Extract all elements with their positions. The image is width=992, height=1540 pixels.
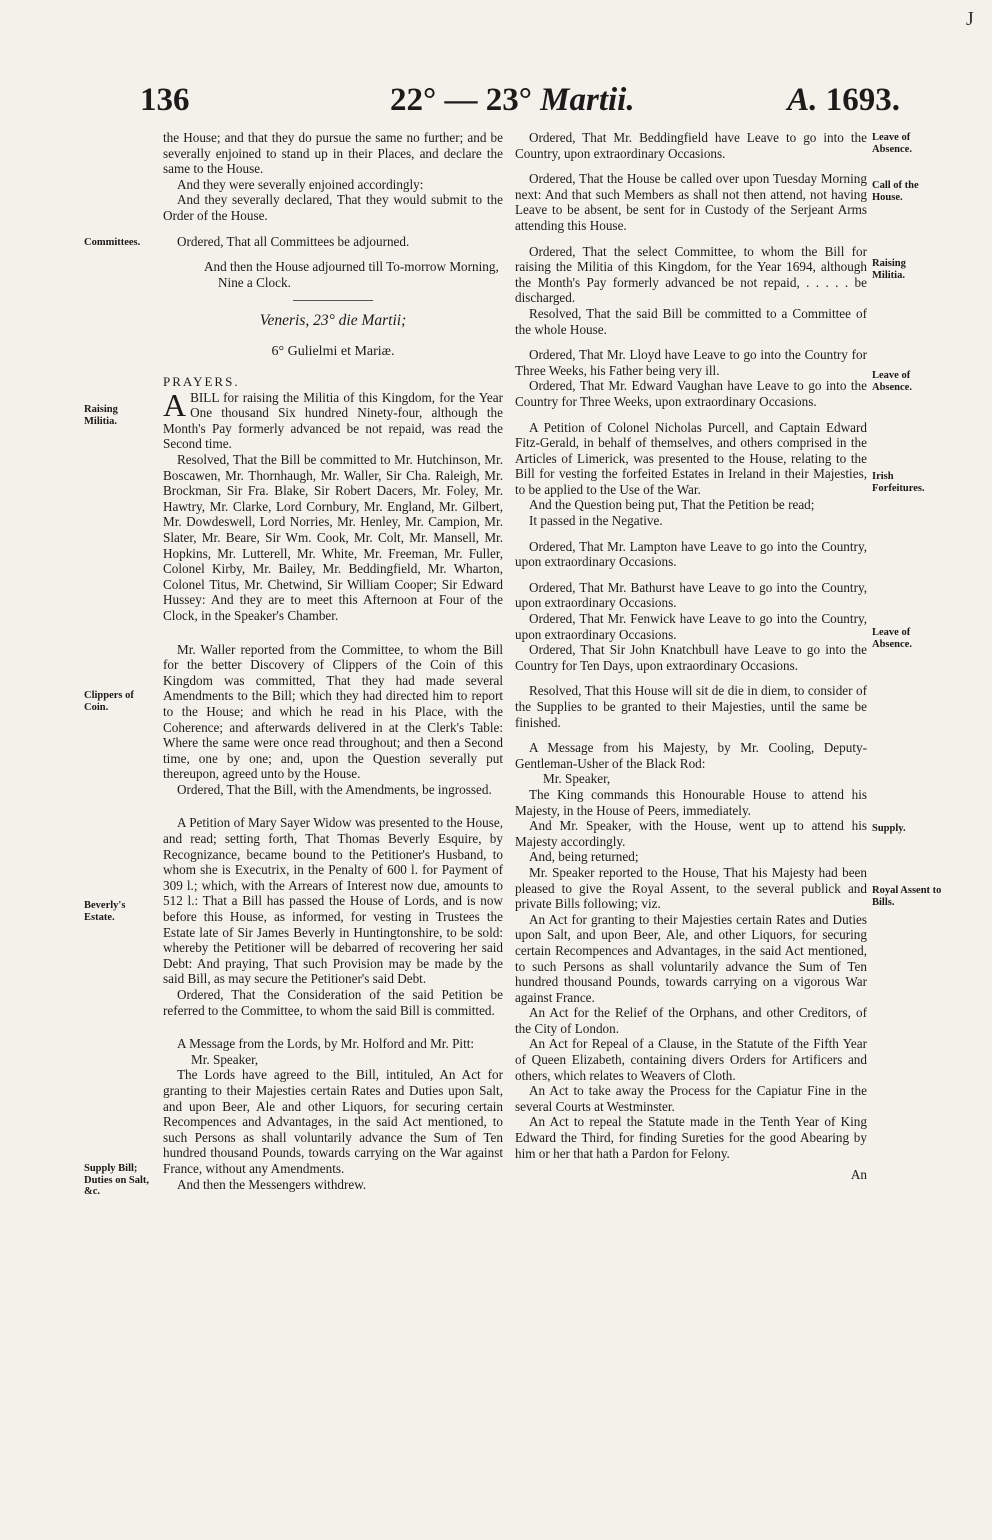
act-salt-duties: An Act for granting to their Majesties certain Rates and Duties upon Salt, and upon Beer, Ale, and other Liquors, for securing certain Recompences and Advantages, in the said Act mentioned, to such Persons as shall voluntarily advance the Sum of Ten hundred thousand Pounds, towards carrying on a vigorous War against France. xyxy=(515,911,867,1005)
corner-mark: J xyxy=(966,8,974,30)
margin-supply: Supply. xyxy=(872,823,906,834)
royal-speaker: Mr. Speaker, xyxy=(543,771,611,787)
margin-call-house: Call of the House. xyxy=(872,180,919,203)
drop-cap: A xyxy=(163,386,187,423)
lords-message: A Message from the Lords, by Mr. Holford and Mr. Pitt: xyxy=(177,1036,475,1052)
leave-knatchbull: Ordered, That Sir John Knatchbull have Leave to go into the Country for Ten Days, upon extraordinary Occasions. xyxy=(515,642,867,673)
speaker-reported: Mr. Speaker reported to the House, That his Majesty had been pleased to give the Royal Assent, to the several publick and private Bills following; viz. xyxy=(515,864,867,912)
leave-vaughan: Ordered, That Mr. Edward Vaughan have Leave to go into the Country for Three Weeks, upon extraordinary Occasions. xyxy=(515,378,867,409)
prayers-heading: PRAYERS. xyxy=(163,374,240,390)
right-column xyxy=(515,130,867,1390)
page-year xyxy=(787,82,900,119)
leave-beddingfield: Ordered, That Mr. Beddingfield have Leave to go into the Country, upon extraordinary Occasions. xyxy=(515,130,867,161)
date-range: 22° — 23° xyxy=(390,82,532,118)
margin-royal-assent: Royal Assent to Bills. xyxy=(872,885,942,908)
act-repeal-clause: An Act for Repeal of a Clause, in the Statute of the Fifth Year of Queen Elizabeth, containing divers Orders for Artificers and others, which relates to Weavers of Cloth. xyxy=(515,1036,867,1083)
day-subtitle: 6° Gulielmi et Mariæ. xyxy=(271,344,395,360)
left-p3: And they severally declared, That they would submit to the Order of the House. xyxy=(163,192,503,223)
beverly-petition: A Petition of Mary Sayer Widow was presented to the House, and read; setting forth, That Thomas Beverly Esquire, by Recognizance, became bound to the Petitioner's Husband, to whom she is Executrix, in the Penalty of 600 l. for Payment of 309 l.; which, with the Arrears of Interest now due, amounts to 512 l.: That a Bill has passed the House of Lords, and is now before this House, as informed, for vesting in Trustees the Estate late of Sir James Beverly in Huntingtonshire, to be sold: whereby the Petitioner will be debarred of recovering her said Debt: And praying, That such Provision may be made by the said Bill, as may secure the Petitioner's said Debt. xyxy=(163,815,503,987)
leave-lloyd: Ordered, That Mr. Lloyd have Leave to go into the Country for Three Weeks, his Father being very ill. xyxy=(515,347,867,378)
year-value: 1693. xyxy=(825,82,900,118)
page-date xyxy=(390,82,635,119)
call-of-house: Ordered, That the House be called over upon Tuesday Morning next: And that such Members as shall not then attend, not having Leave to be absent, be sent for in Custody of the Serjeant Arms attending this House. xyxy=(515,171,867,233)
margin-raising-militia-right: Raising Militia. xyxy=(872,258,906,281)
left-committees-ordered: Ordered, That all Committees be adjourned. xyxy=(177,233,410,249)
purcell-petition: A Petition of Colonel Nicholas Purcell, and Captain Edward Fitz-Gerald, in behalf of themselves, and others comprised in the Articles of Limerick, was presented to the House, relating to the Bill for vesting the forfeited Estates in Ireland in their Majesties, to be applied to the Use of the War. xyxy=(515,419,867,497)
militia-bill-text: BILL for raising the Militia of this Kingdom, for the Year One thousand Six hundred Ninety-four, although the Month's Pay formerly advanced be not repaid, was read the Second time. xyxy=(163,389,503,452)
act-capiatur: An Act to take away the Process for the Capiatur Fine in the several Courts at Westminster. xyxy=(515,1083,867,1114)
being-returned: And, being returned; xyxy=(529,849,639,865)
went-up: And Mr. Speaker, with the House, went up to attend his Majesty accordingly. xyxy=(515,818,867,849)
beverly-ordered: Ordered, That the Consideration of the said Petition be referred to the Committee, to whom the said Bill is committed. xyxy=(163,987,503,1018)
clippers-engrossed: Ordered, That the Bill, with the Amendments, be ingrossed. xyxy=(177,781,492,797)
margin-irish-forfeitures: Irish Forfeitures. xyxy=(872,471,925,494)
page-header xyxy=(140,82,900,122)
margin-committees: Committees. xyxy=(84,237,141,248)
select-committee: Ordered, That the select Committee, to whom the Bill for raising the Militia of this Kingdom, for the Year 1694, although the Month's Pay formerly advanced be not repaid, . . . . . be discharged. xyxy=(515,243,867,306)
messengers-withdrew: And then the Messengers withdrew. xyxy=(177,1176,367,1192)
margin-beverly: Beverly's Estate. xyxy=(84,900,126,923)
royal-message: A Message from his Majesty, by Mr. Cooling, Deputy-Gentleman-Usher of the Black Rod: xyxy=(515,740,867,771)
left-column xyxy=(163,130,503,1360)
year-prefix: A. xyxy=(787,82,818,118)
act-orphans: An Act for the Relief of the Orphans, and other Creditors, of the City of London. xyxy=(515,1005,867,1036)
clippers-report: Mr. Waller reported from the Committee, to whom the Bill for the better Discovery of Clippers of the Coin of this Kingdom was committed, That they had made several Amendments to the Bill; which they had directed him to report to the House; and which he read in his Place, with the Coherence; and afterwards delivered in at the Clerk's Table: Where the same were once read throughout; and then a Second time, one by one; and, upon the Question severally put thereupon, agreed unto by the House. xyxy=(163,641,503,782)
question-put: And the Question being put, That the Petition be read; xyxy=(529,497,815,513)
passed-negative: It passed in the Negative. xyxy=(529,513,663,529)
section-divider xyxy=(293,300,373,301)
leave-lampton: Ordered, That Mr. Lampton have Leave to go into the Country, upon extraordinary Occasions. xyxy=(515,538,867,570)
margin-leave-3: Leave of Absence. xyxy=(872,627,912,650)
date-month: Martii. xyxy=(540,82,635,118)
margin-clippers: Clippers of Coin. xyxy=(84,690,134,713)
catchword: An xyxy=(850,1167,867,1183)
day-title: Veneris, 23° die Martii; xyxy=(259,312,407,330)
margin-leave-2: Leave of Absence. xyxy=(872,370,912,393)
king-commands: The King commands this Honourable House to attend his Majesty, in the House of Peers, immediately. xyxy=(515,786,867,818)
whole-house: Resolved, That the said Bill be committed to a Committee of the whole House. xyxy=(515,305,867,337)
left-p1: the House; and that they do pursue the same no further; and be severally enjoined to stand up in their Places, and declare the same to the House. xyxy=(163,130,503,177)
militia-bill xyxy=(163,386,503,452)
margin-raising-militia-left: Raising Militia. xyxy=(84,404,118,427)
leave-fenwick: Ordered, That Mr. Fenwick have Leave to go into the Country, upon extraordinary Occasions. xyxy=(515,611,867,642)
margin-leave-1: Leave of Absence. xyxy=(872,132,912,155)
supply-resolved: Resolved, That this House will sit de die in diem, to consider of the Supplies to be granted to their Majesties, until the same be finished. xyxy=(515,683,867,730)
committee-members: Resolved, That the Bill be committed to Mr. Hutchinson, Mr. Boscawen, Mr. Thornhaugh, Mr. Waller, Sir Cha. Raleigh, Mr. Brockman, Sir Fra. Blake, Sir Robert Dacers, Mr. Foley, Mr. Hawtry, Mr. Clarke, Lord Cornbury, Mr. England, Mr. Gilbert, Mr. Dowdeswell, Lord Norries, Mr. Henley, Mr. Campion, Mr. Slater, Mr. Beare, Sir Wm. Cook, Mr. Colt, Mr. Mansell, Mr. Hopkins, Mr. Lutterell, Mr. White, Mr. Freeman, Mr. Fuller, Colonel Kirby, Mr. Bailey, Mr. Beddingfield, Mr. Wharton, Colonel Titus, Mr. Chetwind, Sir William Cooper; Sir Edward Hussey: And they are to meet this Afternoon at Four of the Clock, in the Speaker's Chamber. xyxy=(163,452,503,623)
left-adjourned: And then the House adjourned till To-morrow Morning, Nine a Clock. xyxy=(204,259,499,290)
lords-speaker: Mr. Speaker, xyxy=(191,1051,259,1067)
margin-supply-bill: Supply Bill; Duties on Salt, &c. xyxy=(84,1163,150,1197)
leave-bathurst: Ordered, That Mr. Bathurst have Leave to go into the Country, upon extraordinary Occasions. xyxy=(515,579,867,611)
lords-agreed: The Lords have agreed to the Bill, intituled, An Act for granting to their Majesties certain Rates and Duties upon Salt, and upon Beer, Ale and other Liquors, for securing certain Recompences and Advantages, in the said Act mentioned, to such Persons as shall voluntarily advance the Sum of Ten hundred thousand Pounds, towards carrying on the War against France, without any Amendments. xyxy=(163,1067,503,1176)
left-p2: And they were severally enjoined accordingly: xyxy=(177,176,424,192)
act-felony: An Act to repeal the Statute made in the Tenth Year of King Edward the Third, for finding Sureties for the good Abearing by him or her that hath a Pardon for Felony. xyxy=(515,1114,867,1161)
page-number: 136 xyxy=(140,82,190,118)
